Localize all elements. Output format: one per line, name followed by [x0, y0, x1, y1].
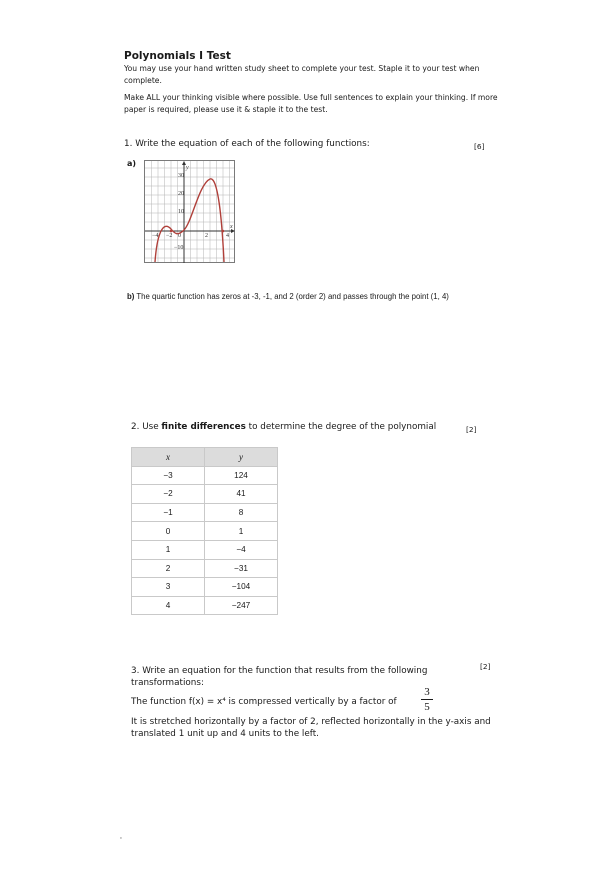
y-tick-20: 20 [178, 191, 184, 197]
table-row [132, 485, 278, 504]
table-cell-x: −2 [132, 485, 205, 504]
table-cell-y: 1 [205, 522, 278, 541]
y-tick-10: 10 [178, 209, 184, 215]
table-cell-y: −247 [205, 596, 278, 615]
x-tick-neg2: −2 [166, 233, 173, 239]
table-row [132, 522, 278, 541]
table-cell-y: 8 [205, 503, 278, 522]
table-cell-y: 41 [205, 485, 278, 504]
table-cell-x: −3 [132, 466, 205, 485]
q1a-graph [144, 160, 236, 264]
finite-differences-table [131, 447, 278, 615]
q2-prompt [131, 422, 436, 432]
page-title: Polynomials I Test [124, 50, 231, 62]
x-tick-2: 2 [205, 233, 208, 239]
q1b-statement: The quartic function has zeros at -3, -1, and 2 (order 2) and passes through the point (1, 4) [136, 292, 449, 301]
table-row [132, 503, 278, 522]
q1-marks: [6] [474, 142, 485, 151]
q2-prompt-start: 2. Use [131, 422, 162, 432]
table-cell-y: −104 [205, 578, 278, 597]
vertical-compression-fraction [421, 686, 433, 713]
x-tick-0: 0 [178, 233, 181, 239]
fraction-denominator: 5 [424, 701, 430, 713]
table-header-row [132, 448, 278, 467]
stray-mark: ' [120, 836, 122, 844]
q2-prompt-end: to determine the degree of the polynomial [245, 422, 437, 432]
table-row [132, 540, 278, 559]
table-row [132, 578, 278, 597]
table-row [132, 596, 278, 615]
table-cell-x: 2 [132, 559, 205, 578]
instructions-1: You may use your hand written study sheet to complete your test. Staple it to your test when complete. [124, 64, 480, 85]
table-cell-x: 3 [132, 578, 205, 597]
root-point-neg2 [170, 230, 173, 233]
root-point-4 [222, 230, 225, 233]
x-tick-4: 4 [226, 233, 229, 239]
table-cell-y: −4 [205, 540, 278, 559]
q2-prompt-bold: finite differences [161, 422, 246, 432]
table-cell-x: 4 [132, 596, 205, 615]
q3-line1: The function f(x) = x⁴ is compressed vertically by a factor of [131, 697, 397, 707]
y-tick-neg10: −10 [174, 245, 184, 251]
instructions-2: Make ALL your thinking visible where possible. Use full sentences to explain your thinking. If more paper is required, please use it & staple it to the test. [124, 93, 498, 114]
y-tick-30: 30 [178, 173, 184, 179]
table-cell-x: 0 [132, 522, 205, 541]
q1b-text [127, 292, 547, 301]
q3-line2: It is stretched horizontally by a factor of 2, reflected horizontally in the y-axis and translated 1 unit up and 4 units to the left. [131, 717, 491, 739]
q2-marks: [2] [466, 425, 477, 434]
table-cell-x: −1 [132, 503, 205, 522]
table-row [132, 559, 278, 578]
table-cell-y: 124 [205, 466, 278, 485]
table-cell-y: −31 [205, 559, 278, 578]
x-axis-label: x [230, 224, 233, 230]
table-row [132, 466, 278, 485]
y-axis-label: y [186, 165, 189, 171]
q3-prompt: 3. Write an equation for the function that results from the following transformations: [131, 666, 428, 688]
table-header-y: y [205, 448, 278, 467]
q1a-label: a) [127, 159, 137, 168]
table-header-x: x [132, 448, 205, 467]
q1-prompt: 1. Write the equation of each of the following functions: [124, 139, 370, 149]
q3-marks: [2] [480, 662, 491, 671]
table-cell-x: 1 [132, 540, 205, 559]
q1b-label: b) [127, 292, 135, 301]
x-tick-neg4: −4 [152, 233, 159, 239]
fraction-numerator: 3 [421, 686, 433, 700]
